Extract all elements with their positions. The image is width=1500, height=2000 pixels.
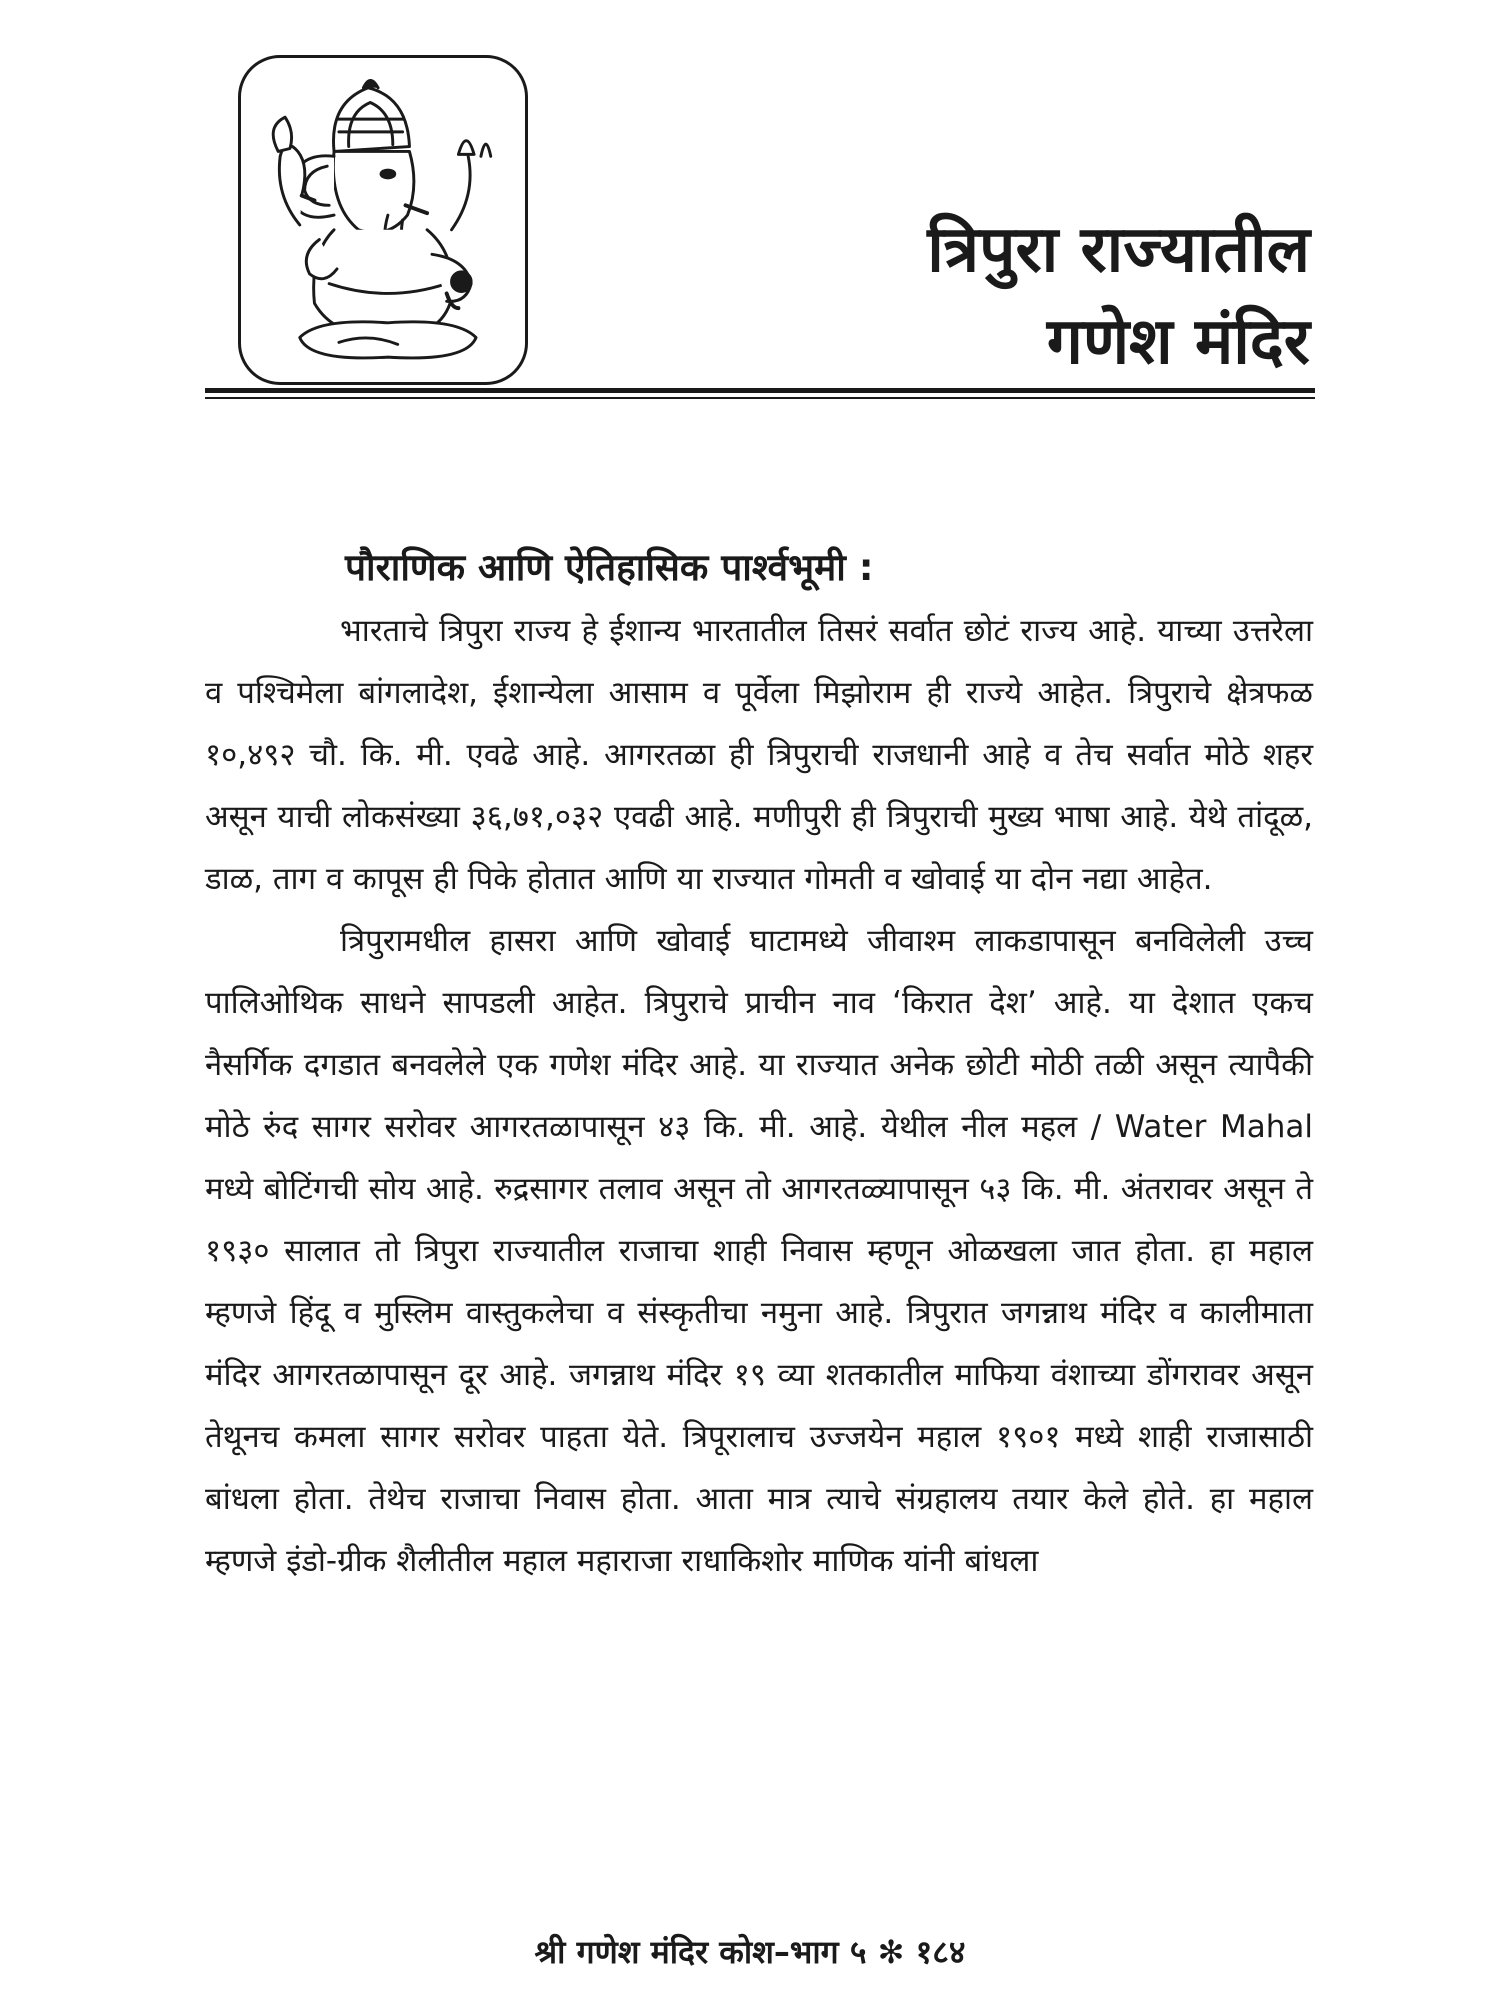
header-rule-thin — [205, 397, 1315, 399]
ganesha-emblem — [238, 55, 528, 385]
header-rule — [205, 388, 1315, 393]
paragraph: त्रिपुरामधील हासरा आणि खोवाई घाटामध्ये जीवाश्म लाकडापासून बनविलेली उच्च पालिओथिक साधने सापडली आहेत. त्रिपुराचे प्राचीन नाव ‘किरात देश’ आहे. या देशात एकच नैसर्गिक दगडात बनवलेले एक गणेश मंदिर आहे. या राज्यात अनेक छोटी मोठी तळी असून त्यापैकी मोठे रुंद सागर सरोवर आगरतळापासून ४३ कि. मी. आहे. येथील नील महल / Water Mahal मध्ये बोटिंगची सोय आहे. रुद्रसागर तलाव असून तो आगरतळ्यापासून ५३ कि. मी. अंतरावर असून ते १९३० सालात तो त्रिपुरा राज्यातील राजाचा शाही निवास म्हणून ओळखला जात होता. हा महाल म्हणजे हिंदू व मुस्लिम वास्तुकलेचा व संस्कृतीचा नमुना आहे. त्रिपुरात जगन्नाथ मंदिर व कालीमाता मंदिर आगरतळापासून दूर आहे. जगन्नाथ मंदिर १९ व्या शतकातील माफिया वंशाच्या डोंगरावर असून तेथूनच कमला सागर सरोवर पाहता येते. त्रिपूरालाच उज्जयेन महाल १९०१ मध्ये शाही राजासाठी बांधला होता. तेथेच राजाचा निवास होता. आता मात्र त्याचे संग्रहालय तयार केले होते. हा महाल म्हणजे इंडो-ग्रीक शैलीतील महाल महाराजा राधाकिशोर माणिक यांनी बांधला — [205, 923, 1313, 1579]
article-body — [205, 600, 1313, 1592]
paragraph: भारताचे त्रिपुरा राज्य हे ईशान्य भारतातील तिसरं सर्वात छोटं राज्य आहे. याच्या उत्तरेला व पश्चिमेला बांगलादेश, ईशान्येला आसाम व पूर्वेला मिझोराम ही राज्ये आहेत. त्रिपुराचे क्षेत्रफळ १०,४९२ चौ. कि. मी. एवढे आहे. आगरतळा ही त्रिपुराची राजधानी आहे व तेच सर्वात मोठे शहर असून याची लोकसंख्या ३६,७१,०३२ एवढी आहे. मणीपुरी ही त्रिपुराची मुख्य भाषा आहे. येथे तांदूळ, डाळ, ताग व कापूस ही पिके होतात आणि या राज्यात गोमती व खोवाई या दोन नद्या आहेत. — [205, 613, 1313, 897]
section-heading: पौराणिक आणि ऐतिहासिक पार्श्वभूमी : — [345, 546, 874, 589]
page-title-line1: त्रिपुरा राज्यातील — [927, 213, 1310, 287]
ganesha-icon — [241, 58, 525, 382]
page-footer: श्री गणेश मंदिर कोश–भाग ५ ✻ १८४ — [534, 1933, 966, 1971]
page-title-line2: गणेश मंदिर — [1046, 305, 1310, 379]
